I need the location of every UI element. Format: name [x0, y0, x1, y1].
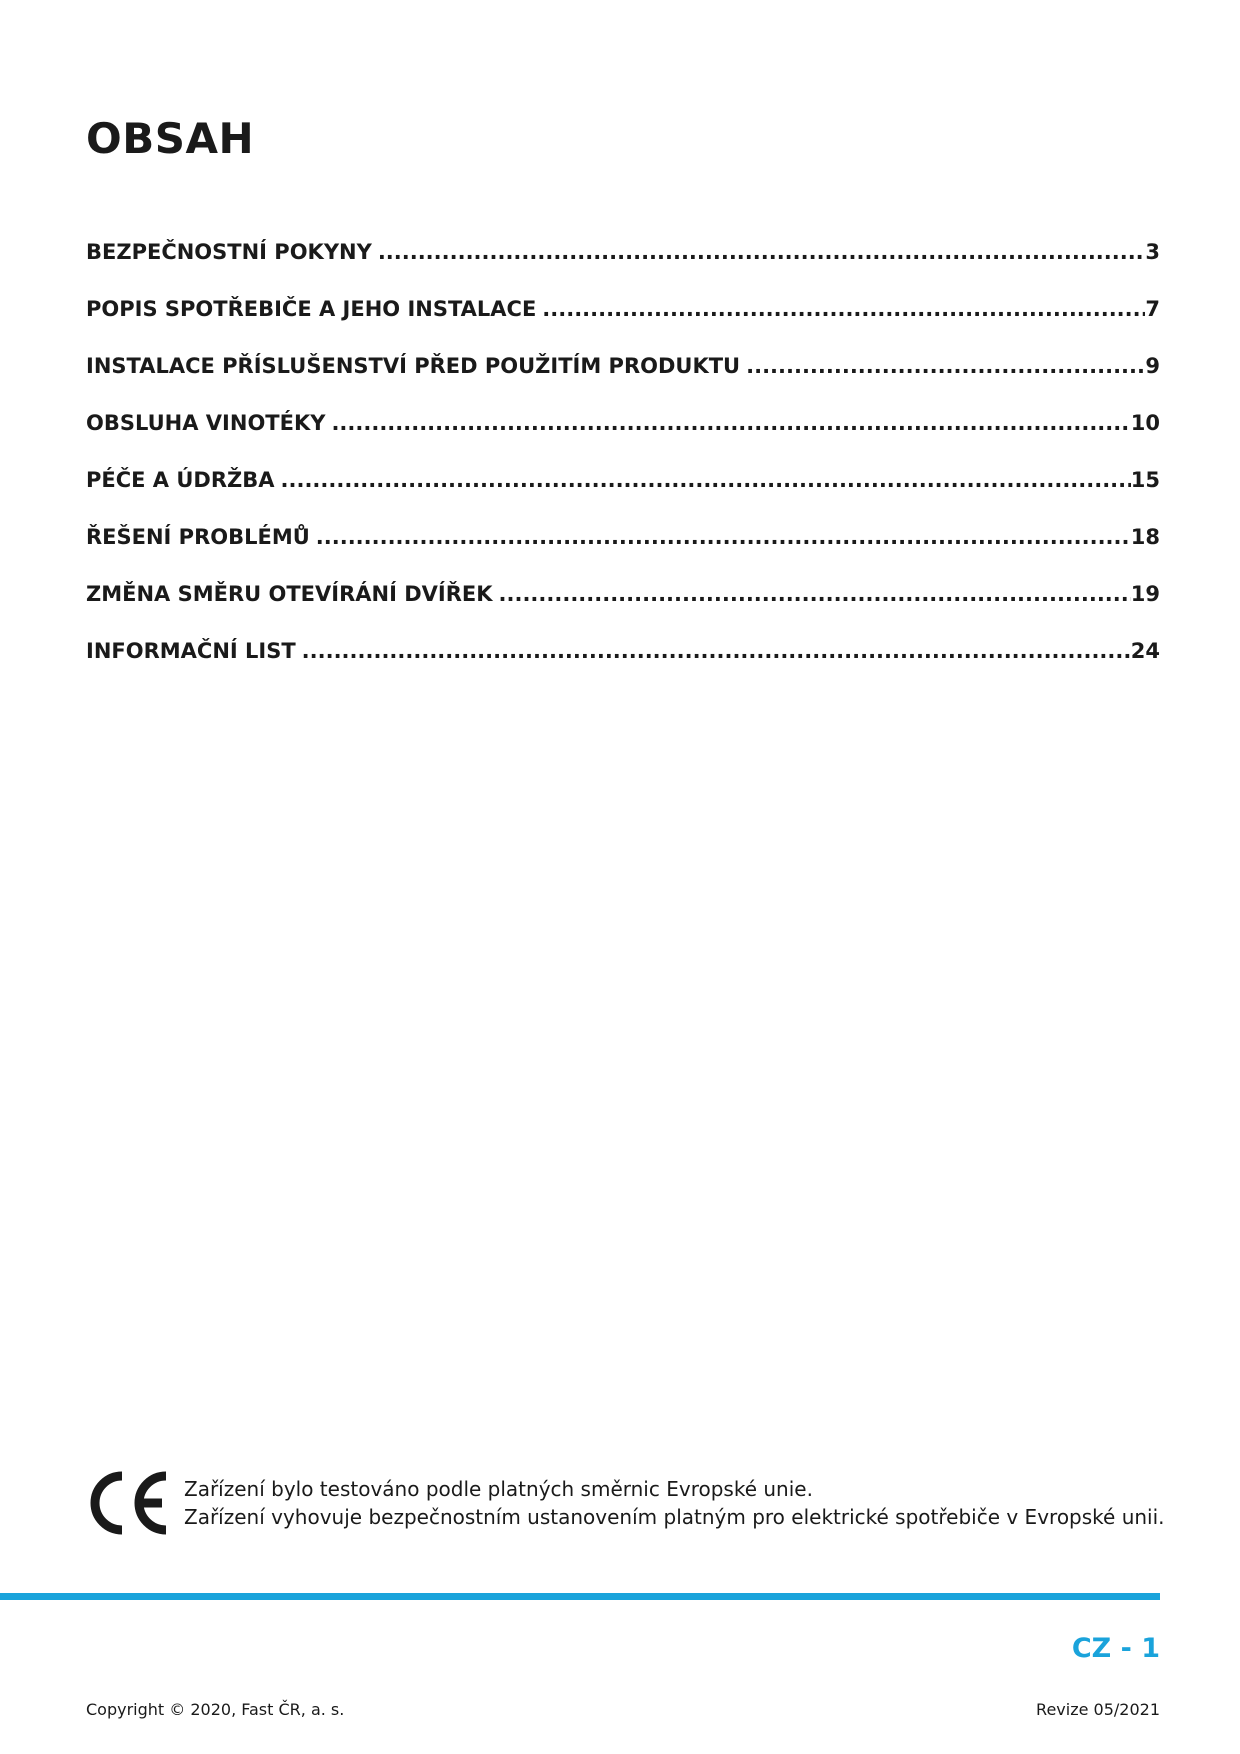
- toc-entry-label: PÉČE A ÚDRŽBA: [86, 468, 275, 492]
- toc-dot-leader: [302, 637, 1131, 665]
- toc-entry-page: 18: [1130, 525, 1160, 549]
- toc-entry-label: ŘEŠENÍ PROBLÉMŮ: [86, 525, 310, 549]
- toc-entry-maintenance[interactable]: [86, 466, 1160, 523]
- ce-notice-line: Zařízení bylo testováno podle platných směrnic Evropské unie.: [184, 1477, 813, 1501]
- toc-dot-leader: [499, 580, 1131, 608]
- toc-dot-leader: [281, 466, 1131, 494]
- toc-entry-troubleshooting[interactable]: [86, 523, 1160, 580]
- toc-entry-info-sheet[interactable]: [86, 637, 1160, 694]
- toc-dot-leader: [746, 352, 1145, 380]
- toc-entry-page: 7: [1145, 297, 1160, 321]
- toc-dot-leader: [331, 409, 1130, 437]
- toc-entry-label: INFORMAČNÍ LIST: [86, 639, 296, 663]
- toc-entry-safety[interactable]: [86, 238, 1160, 295]
- toc-entry-label: BEZPEČNOSTNÍ POKYNY: [86, 240, 372, 264]
- page-title: OBSAH: [86, 114, 255, 163]
- toc-dot-leader: [378, 238, 1146, 266]
- toc-entry-page: 19: [1130, 582, 1160, 606]
- table-of-contents: [86, 238, 1160, 694]
- toc-entry-page: 9: [1145, 354, 1160, 378]
- ce-notice: [86, 1470, 1165, 1536]
- toc-entry-page: 15: [1130, 468, 1160, 492]
- ce-notice-line: Zařízení vyhovuje bezpečnostním ustanovením platným pro elektrické spotřebiče v Evropské unii.: [184, 1505, 1165, 1529]
- ce-mark-icon: [86, 1470, 170, 1536]
- toc-entry-accessories[interactable]: [86, 352, 1160, 409]
- toc-entry-operation[interactable]: [86, 409, 1160, 466]
- toc-entry-description[interactable]: [86, 295, 1160, 352]
- footer-divider: [0, 1593, 1160, 1600]
- toc-dot-leader: [542, 295, 1145, 323]
- toc-entry-label: OBSLUHA VINOTÉKY: [86, 411, 326, 435]
- toc-entry-page: 3: [1145, 240, 1160, 264]
- toc-dot-leader: [316, 523, 1131, 551]
- toc-entry-label: INSTALACE PŘÍSLUŠENSTVÍ PŘED POUŽITÍM PRODUKTU: [86, 354, 741, 378]
- toc-entry-label: POPIS SPOTŘEBIČE A JEHO INSTALACE: [86, 297, 537, 321]
- toc-entry-page: 24: [1130, 639, 1160, 663]
- footer-revision: Revize 05/2021: [1036, 1700, 1160, 1719]
- toc-entry-door-reversal[interactable]: [86, 580, 1160, 637]
- page-number: CZ - 1: [1071, 1633, 1160, 1664]
- toc-entry-label: ZMĚNA SMĚRU OTEVÍRÁNÍ DVÍŘEK: [86, 582, 493, 606]
- ce-notice-text: [184, 1475, 1165, 1531]
- toc-entry-page: 10: [1130, 411, 1160, 435]
- footer-copyright: Copyright © 2020, Fast ČR, a. s.: [86, 1700, 345, 1719]
